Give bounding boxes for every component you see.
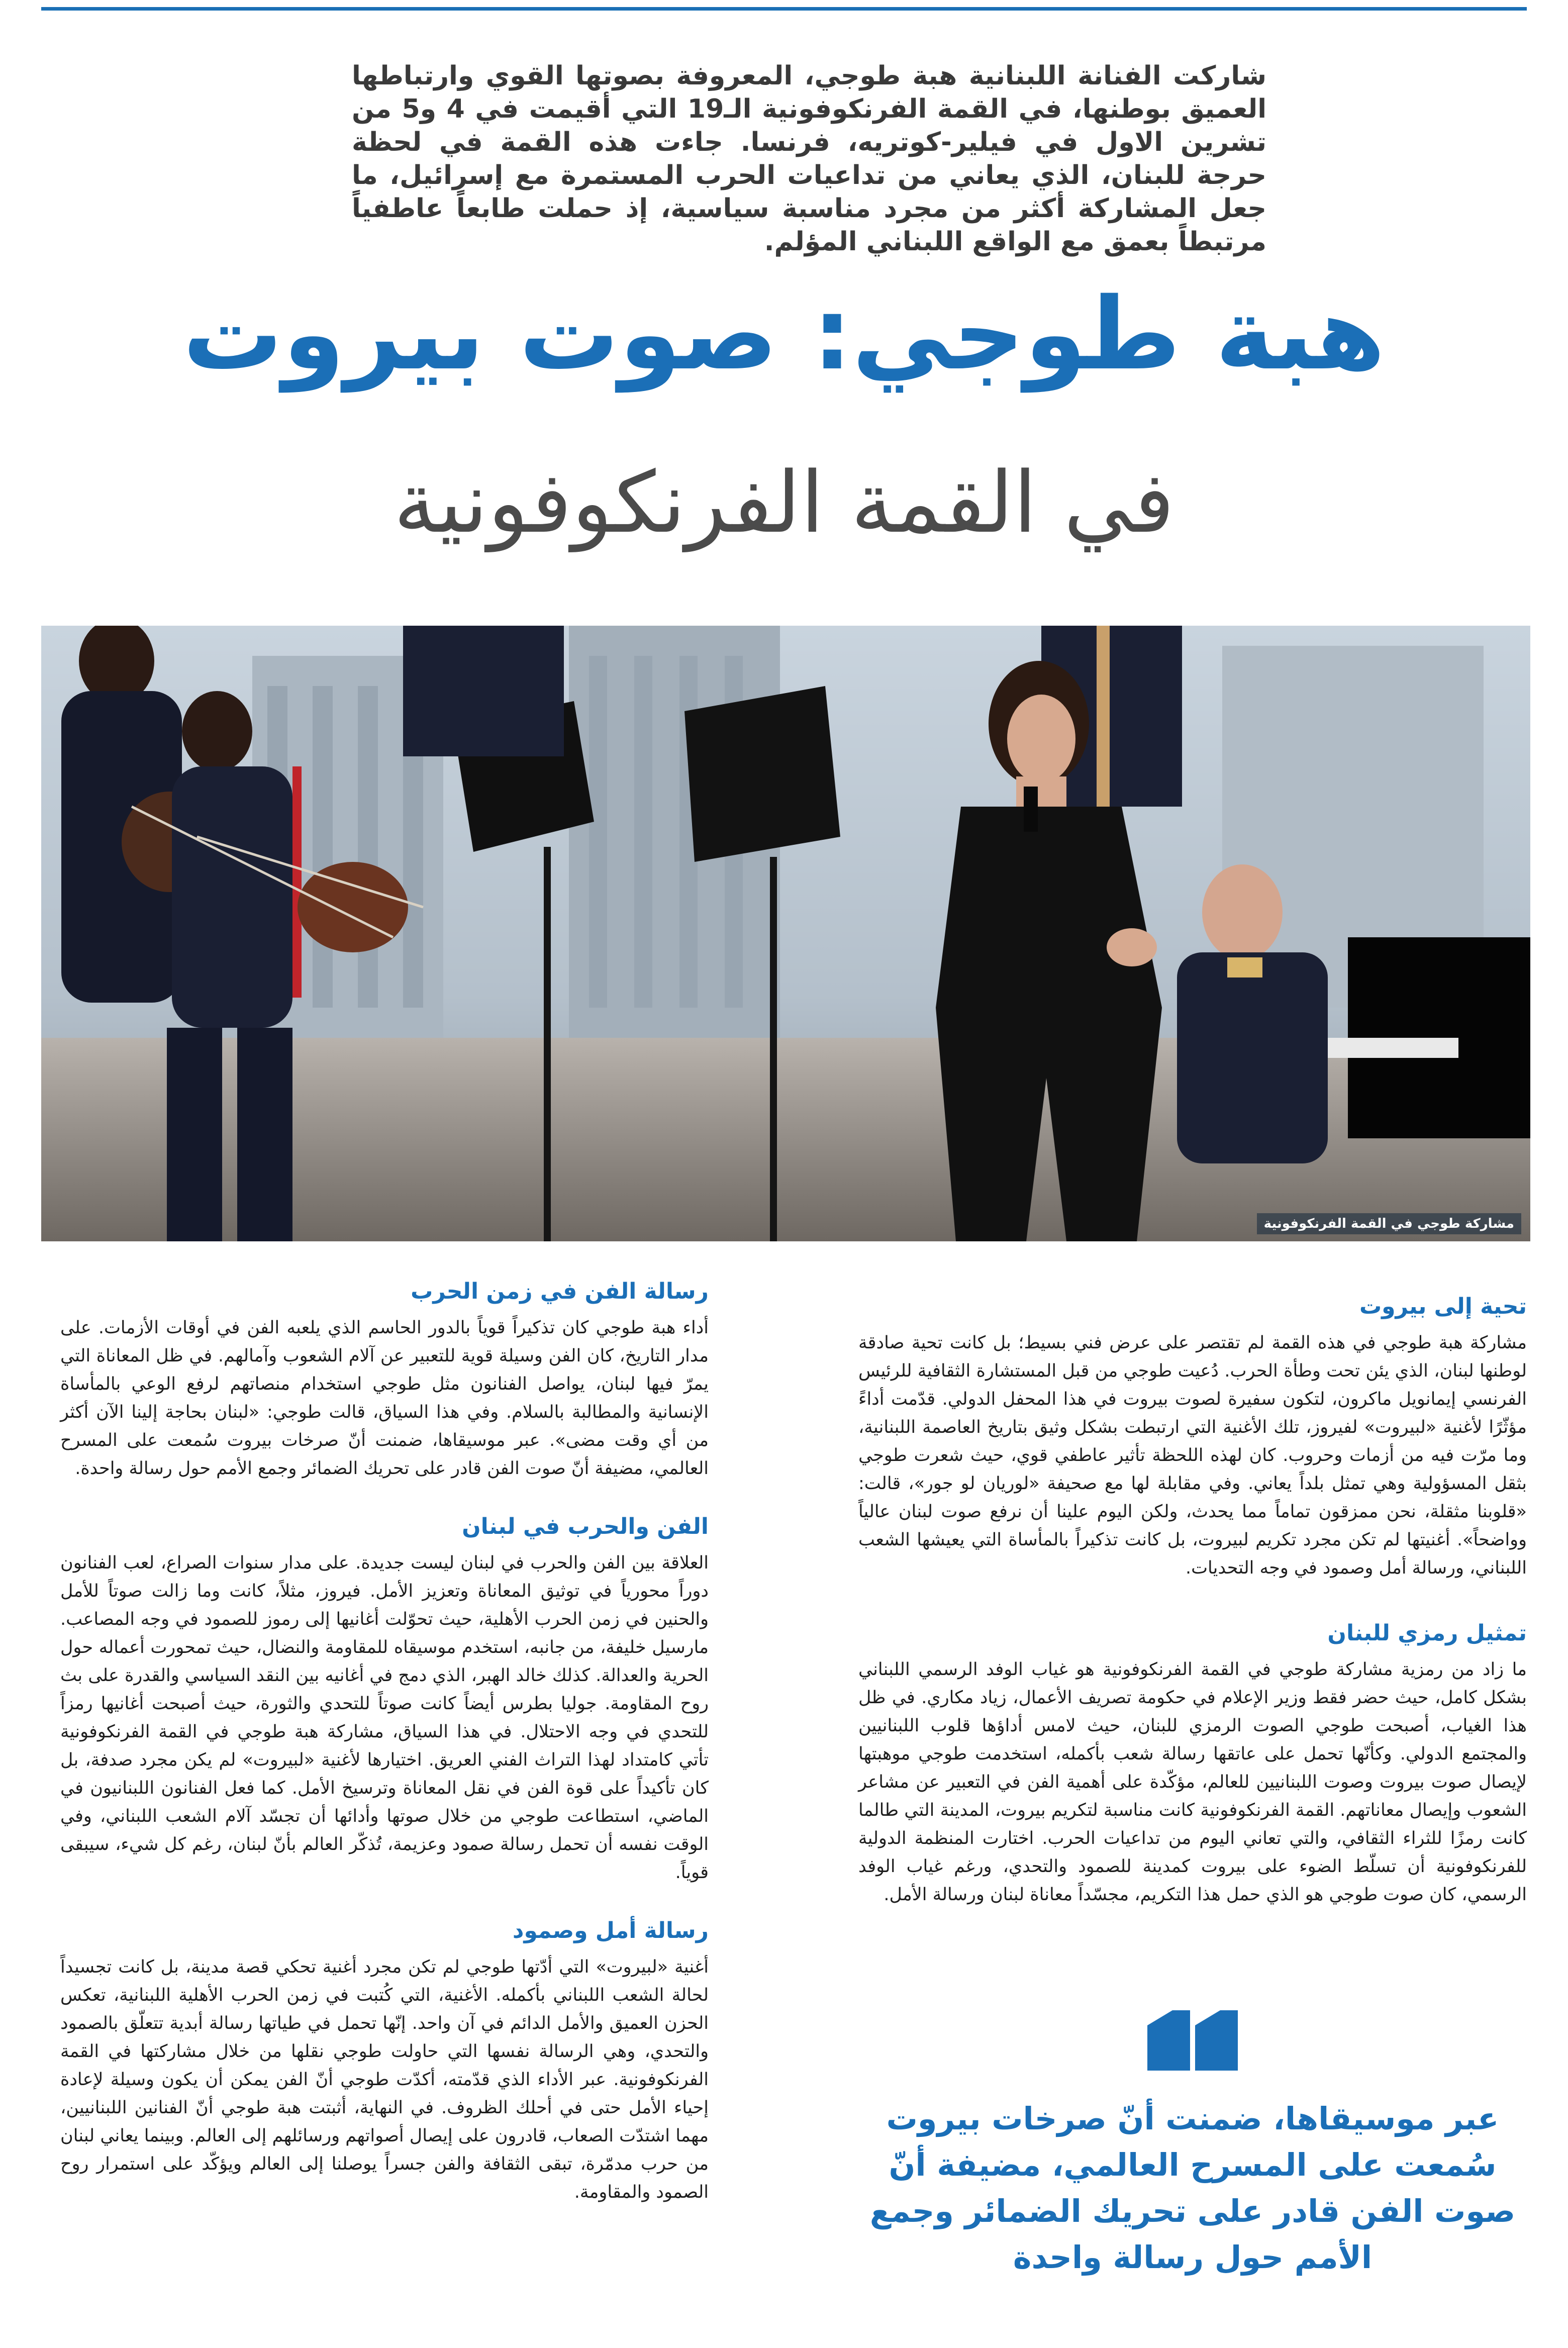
- right-column: [858, 1277, 1527, 1945]
- section-body: مشاركة هبة طوجي في هذه القمة لم تقتصر على عرض فني بسيط؛ بل كانت تحية صادقة لوطنها لبنان، الذي يئن تحت وطأة الحرب. دُعيت طوجي من قبل المستشارة الثقافية للرئيس الفرنسي إيمانويل ماكرون، لتكون سفيرة لصوت بيروت في هذا المحفل الدولي. قدّمت أداءً مؤثّرًا لأغنية «لبيروت» لفيروز، تلك الأغنية التي ارتبطت بشكل وثيق بتاريخ العاصمة اللبنانية، وما مرّت فيه من أزمات وحروب. كان لهذه اللحظة تأثير عاطفي قوي، حيث شعرت طوجي بثقل المسؤولية وهي تمثل بلداً يعاني. وفي مقابلة لها مع صحيفة «لوريان لو جور»، قالت: «قلوبنا مثقلة، نحن ممزقون تماماً مما يحدث، ولكن اليوم علينا أن نرفع صوت لبنان عالياً وواضحاً». أغنيتها لم تكن مجرد تكريم لبيروت، بل كانت تذكيراً بالمأساة التي يعيشها الشعب اللبناني، ورسالة أمل وصمود في وجه التحديات.: [858, 1333, 1527, 1578]
- pull-quote-text: عبر موسيقاها، ضمنت أنّ صرخات بيروت سُمعت على المسرح العالمي، مضيفة أنّ صوت الفن قادر على تحريك الضمائر وجمع الأمم حول رسالة واحدة: [869, 2100, 1516, 2276]
- section-body: ما زاد من رمزية مشاركة طوجي في القمة الفرنكوفونية هو غياب الوفد الرسمي اللبناني بشكل كامل، حيث حضر فقط وزير الإعلام في حكومة تصريف الأعمال، زياد مكاري. في ظل هذا الغياب، أصبحت طوجي الصوت الرمزي للبنان، حيث لامس أداؤها قلوب اللبنانيين والمجتمع الدولي. وكأنّها تحمل على عاتقها رسالة شعب بأكمله، استخدمت طوجي موهبتها لإيصال صوت بيروت وصوت اللبنانيين للعالم، مؤكّدة على أهمية الفن في التعبير عن مشاعر الشعوب وإيصال معاناتهم. القمة الفرنكوفونية كانت مناسبة لتكريم بيروت، المدينة التي طالما كانت رمزًا للثراء الثقافي، والتي تعاني اليوم من تداعيات الحرب. اختارت المنظمة الدولية للفرنكوفونية أن تسلّط الضوء على بيروت كمدينة للصمود والتحدي، ورغم غياب الوفد الرسمي، كان صوت طوجي هو الذي حمل هذا التكريم، مجسّداً معاناة لبنان ورسالة الأمل.: [858, 1659, 1527, 1905]
- section-body: أغنية «لبيروت» التي أدّتها طوجي لم تكن مجرد أغنية تحكي قصة مدينة، بل كانت تجسيداً لحالة الشعب اللبناني بأكمله. الأغنية، التي كُتبت في زمن الحرب الأهلية اللبنانية، تعكس الحزن العميق والأمل الدائم في آن واحد. إنّها تحمل في طياتها رسالة أبدية تتعلّق بالصمود والتحدي، وهي الرسالة نفسها التي حاولت طوجي نقلها من خلال مشاركتها في القمة الفرنكوفونية. عبر الأداء الذي قدّمته، أكدّت طوجي أنّ الفن يمكن أن يكون وسيلة لإعادة إحياء الأمل حتى في أحلك الظروف. في النهاية، أثبتت هبة طوجي أنّ الفنانين اللبنانيين، مهما اشتدّت الصعاب، قادرون على إيصال أصواتهم ورسائلهم إلى العالم. وبينما يعاني لبنان من حرب مدمّرة، تبقى الثقافة والفن جسراً يوصلنا إلى العالم ويؤكّد على استمرار روح الصمود والمقاومة.: [60, 1957, 709, 2202]
- section-heading: الفن والحرب في لبنان: [462, 1514, 709, 1539]
- quote-mark-icon: [1142, 2005, 1243, 2076]
- section-heading: رسالة أمل وصمود: [512, 1918, 709, 1943]
- section-heading: رسالة الفن في زمن الحرب: [411, 1279, 709, 1304]
- headline: هبة طوجي: صوت بيروت: [182, 276, 1386, 392]
- section-art-in-wartime: [60, 1277, 709, 1483]
- section-body: العلاقة بين الفن والحرب في لبنان ليست جديدة. على مدار سنوات الصراع، لعب الفنانون دوراً محورياً في توثيق المعاناة وتعزيز الأمل. فيروز، مثلاً، كانت وما زالت صوتاً للأمل والحنين في زمن الحرب الأهلية، حيث تحوّلت أغانيها إلى رموز للصمود في وجه المصاعب. مارسيل خليفة، من جانبه، استخدم موسيقاه للمقاومة والنضال، حيث تمحورت أعماله حول الحرية والعدالة. كذلك خالد الهبر، الذي دمج في أغانيه بين النقد السياسي والقدرة على بث روح المقاومة. جوليا بطرس أيضاً كانت صوتاً للتحدي والثورة، حيث أصبحت أغانيها رمزاً للتحدي في وجه الاحتلال. في هذا السياق، مشاركة هبة طوجي في القمة الفرنكوفونية تأتي كامتداد لهذا التراث الفني العريق. اختيارها لأغنية «لبيروت» لم يكن مجرد صدفة، بل كان تأكيداً على قوة الفن في نقل المعاناة وترسيخ الأمل. كما فعل الفنانون اللبنانيون في الماضي، استطاعت طوجي من خلال صوتها وأدائها أن تجسّد آلام الشعب اللبناني، وفي الوقت نفسه أن تحمل رسالة صمود وعزيمة، تُذكّر العالم بأنّ لبنان، رغم كل شيء، سيبقى قوياً.: [60, 1553, 709, 1883]
- section-symbolic-representation: [858, 1618, 1527, 1909]
- top-rule: [41, 7, 1527, 11]
- section-greeting-to-beirut: [858, 1292, 1527, 1582]
- left-column: [60, 1277, 709, 2235]
- section-body: أداء هبة طوجي كان تذكيراً قوياً بالدور الحاسم الذي يلعبه الفن في أوقات الأزمات. على مدار التاريخ، كان الفن وسيلة قوية للتعبير عن آلام الشعوب وآمالهم. في ظل المعاناة التي يمرّ فيها لبنان، يواصل الفنانون مثل طوجي استخدام منصاتهم لرفع الوعي بالمأساة الإنسانية والمطالبة بالسلام. وفي هذا السياق، قالت طوجي: «لبنان بحاجة إلينا الآن أكثر من أي وقت مضى». عبر موسيقاها، ضمنت أنّ صرخات بيروت سُمعت على المسرح العالمي، مضيفة أنّ صوت الفن قادر على تحريك الضمائر وجمع الأمم حول رسالة واحدة.: [60, 1318, 709, 1479]
- article-photo: [41, 626, 1530, 1241]
- section-heading: تحية إلى بيروت: [1359, 1294, 1527, 1319]
- section-hope-and-resilience: [60, 1916, 709, 2206]
- photo-caption: مشاركة طوجي في القمة الفرنكوفونية: [1257, 1213, 1521, 1234]
- section-heading: تمثيل رمزي للبنان: [1327, 1620, 1527, 1646]
- section-art-and-war-in-lebanon: [60, 1512, 709, 1887]
- concert-photo-illustration: [41, 626, 1530, 1241]
- pull-quote: [858, 2005, 1527, 2281]
- intro-paragraph: شاركت الفنانة اللبنانية هبة طوجي، المعروفة بصوتها القوي وارتباطها العميق بوطنها، في القمة الفرنكوفونية الـ19 التي أقيمت في 4 و5 من تشرين الاول في فيلير-كوتريه، فرنسا. جاءت هذه القمة في لحظة حرجة للبنان، الذي يعاني من تداعيات الحرب المستمرة مع إسرائيل، ما جعل المشاركة أكثر من مجرد مناسبة سياسية، إذ حملت طابعاً عاطفياً مرتبطاً بعمق مع الواقع اللبناني المؤلم.: [352, 61, 1267, 257]
- subheadline: في القمة الفرنكوفونية: [394, 453, 1174, 552]
